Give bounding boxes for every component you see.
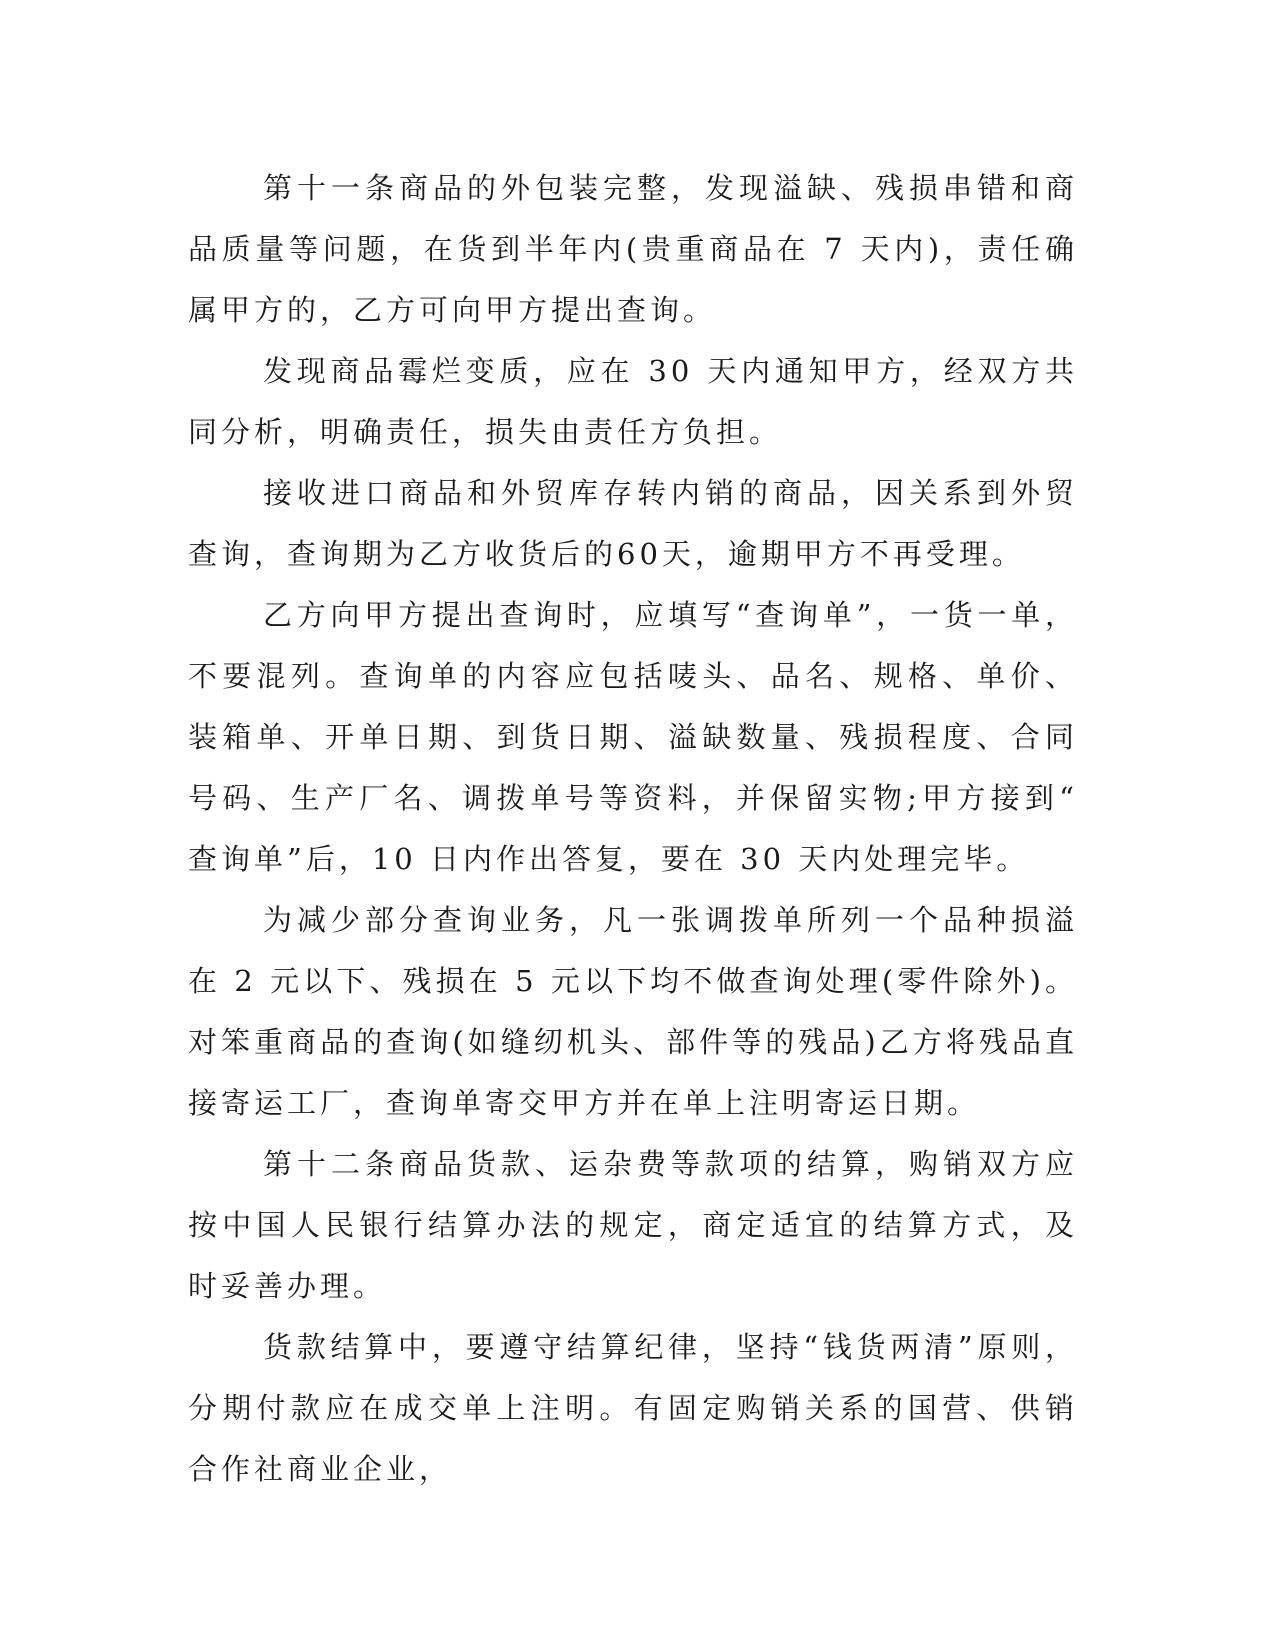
paragraph-article-11: 第十一条商品的外包装完整，发现溢缺、残损串错和商品质量等问题，在货到半年内(贵重商品在 7 天内)，责任确属甲方的，乙方可向甲方提出查询。 [188, 171, 1078, 327]
paragraph-settlement: 货款结算中，要遵守结算纪律，坚持“钱货两清”原则，分期付款应在成交单上注明。有固定购销关系的国营、供销合作社商业企业， [188, 1330, 1078, 1486]
paragraph-article-12: 第十二条商品货款、运杂费等款项的结算，购销双方应按中国人民银行结算办法的规定，商定适宜的结算方式，及时妥善办理。 [188, 1147, 1078, 1303]
document-body [188, 158, 1078, 1500]
paragraph-reduce-inquiry: 为减少部分查询业务，凡一张调拨单所列一个品种损溢在 2 元以下、残损在 5 元以下均不做查询处理(零件除外)。对笨重商品的查询(如缝纫机头、部件等的残品)乙方将残品直接寄运工厂，查询单寄交甲方并在单上注明寄运日期。 [188, 903, 1078, 1120]
paragraph-mildew-notice: 发现商品霉烂变质，应在 30 天内通知甲方，经双方共同分析，明确责任，损失由责任方负担。 [188, 354, 1078, 449]
paragraph-inquiry-form: 乙方向甲方提出查询时，应填写“查询单”，一货一单，不要混列。查询单的内容应包括唛头、品名、规格、单价、装箱单、开单日期、到货日期、溢缺数量、残损程度、合同号码、生产厂名、调拨单号等资料，并保留实物;甲方接到“查询单”后，10 日内作出答复，要在 30 天内处理完毕。 [188, 598, 1078, 876]
paragraph-import-goods: 接收进口商品和外贸库存转内销的商品，因关系到外贸查询，查询期为乙方收货后的60天，逾期甲方不再受理。 [188, 476, 1078, 571]
